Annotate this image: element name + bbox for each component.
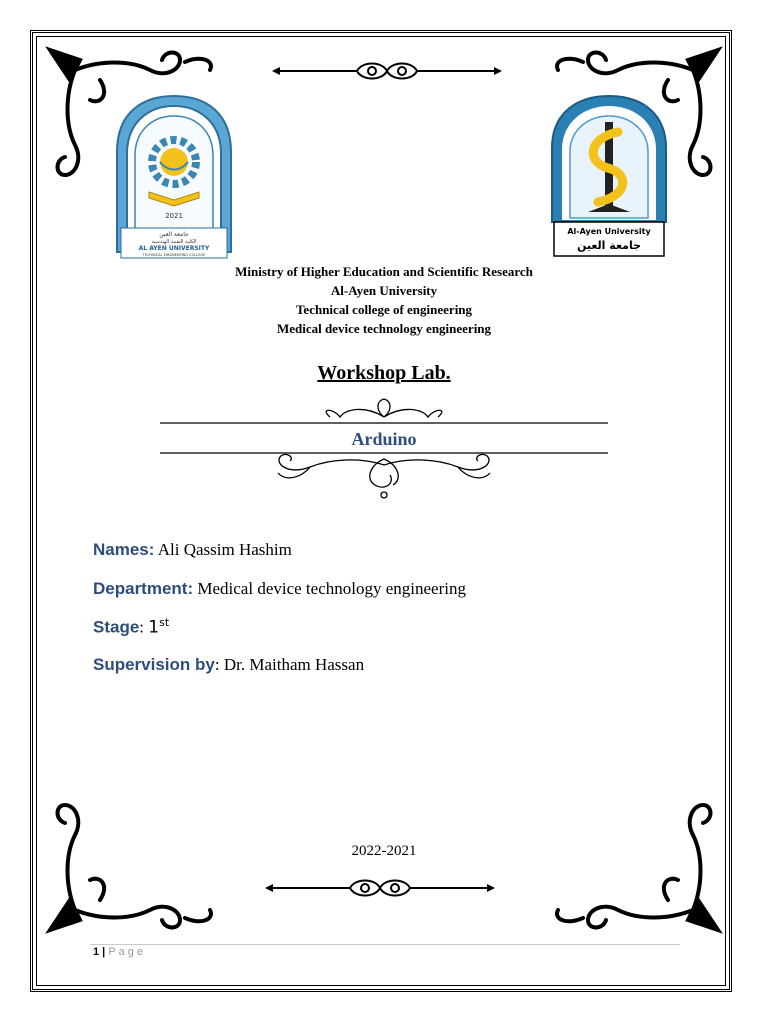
stage-separator: : <box>139 617 149 637</box>
stage-field <box>93 616 169 638</box>
year-range: 2022-2021 <box>351 843 417 859</box>
supervision-value: : Dr. Maitham Hassan <box>214 655 365 674</box>
subject-title: Arduino <box>351 429 417 449</box>
logo-right-university: Al-Ayen University <box>567 227 651 236</box>
page-footer <box>93 946 146 958</box>
university-logo-right <box>548 92 670 260</box>
page-word: Page <box>108 946 147 958</box>
corner-ornament-bottom-left <box>40 780 220 940</box>
header-university: Al-Ayen University <box>330 283 438 298</box>
stage-label: Stage <box>93 617 140 637</box>
department-field <box>93 579 466 599</box>
department-value: Medical device technology engineering <box>193 579 466 598</box>
bottom-flourish <box>265 875 495 901</box>
names-value: Ali Qassim Hashim <box>154 540 292 559</box>
corner-ornament-bottom-right <box>548 780 728 940</box>
stage-suffix: st <box>159 616 170 629</box>
page-number: 1 <box>93 946 100 958</box>
department-label: Department: <box>93 579 194 598</box>
logo-left-college: TECHNICAL ENGINEERING COLLEGE <box>142 253 206 257</box>
footer-divider <box>90 944 680 945</box>
university-logo-left <box>113 92 235 260</box>
subject-ornament <box>160 395 608 505</box>
supervision-field <box>93 655 364 675</box>
stage-value: 1 <box>148 617 160 638</box>
names-label: Names: <box>93 540 155 559</box>
names-field <box>93 540 292 560</box>
header-college: Technical college of engineering <box>295 302 473 317</box>
page-separator: | <box>99 946 109 958</box>
top-flourish <box>272 58 502 84</box>
page-title: Workshop Lab. <box>317 362 451 384</box>
logo-left-university: AL AYEN UNIVERSITY <box>138 245 210 252</box>
logo-right-arabic: جامعة العين <box>576 239 642 252</box>
logo-left-year: 2021 <box>165 212 183 220</box>
logo-left-arabic-2: الكلية التقنية الهندسية <box>151 239 197 245</box>
header-department: Medical device technology engineering <box>276 321 492 336</box>
logo-left-arabic-1: جامعة العين <box>159 231 189 238</box>
header-ministry: Ministry of Higher Education and Scientific Research <box>235 264 533 279</box>
supervision-label: Supervision by <box>93 655 215 674</box>
